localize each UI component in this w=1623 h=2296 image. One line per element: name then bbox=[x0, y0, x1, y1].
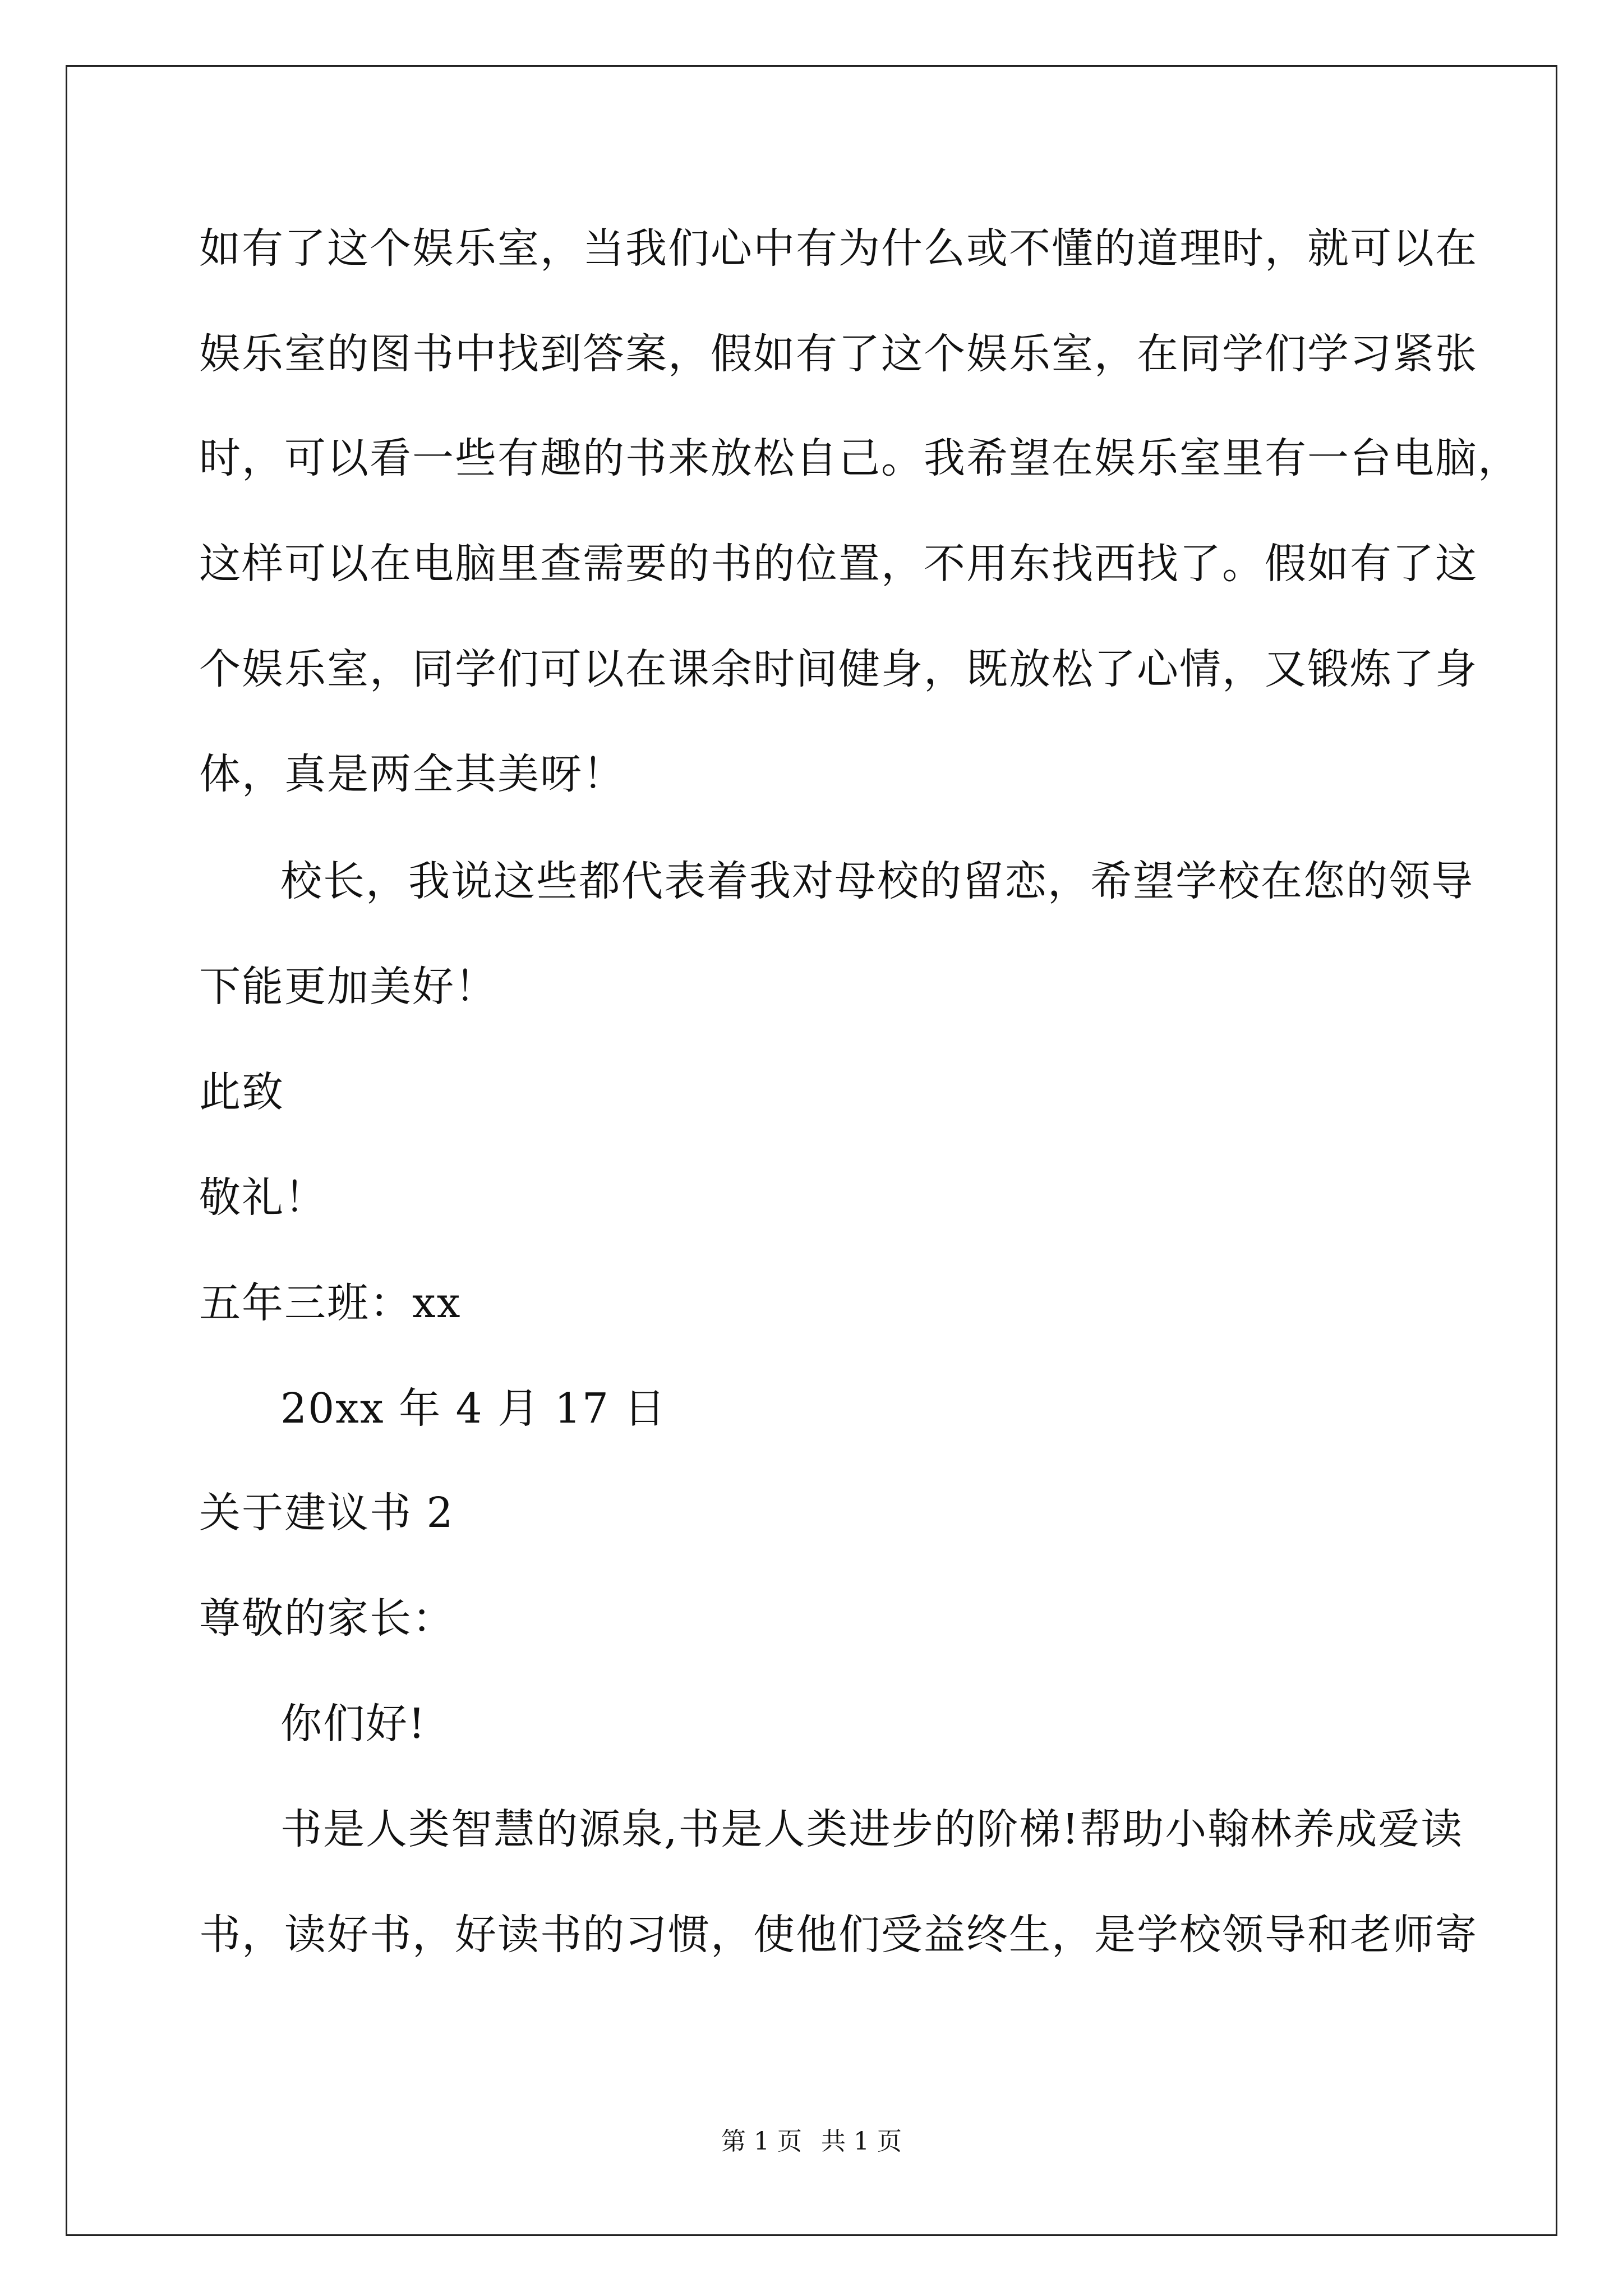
page-footer bbox=[0, 2126, 1623, 2157]
closing-paragraph-line: 下能更加美好！ bbox=[199, 963, 497, 1011]
paragraph-line: 如有了这个娱乐室，当我们心中有为什么或不懂的道理时，就可以在 bbox=[199, 224, 1478, 273]
page-total: 共 1 页 bbox=[821, 2127, 902, 2156]
body-line: 书，读好书，好读书的习惯，使他们受益终生，是学校领导和老师寄 bbox=[199, 1911, 1478, 1959]
closing-paragraph-line: 校长，我说这些都代表着我对母校的留恋，希望学校在您的领导 bbox=[280, 857, 1474, 905]
paragraph-line: 时，可以看一些有趣的书来放松自己。我希望在娱乐室里有一台电脑， bbox=[199, 434, 1520, 482]
paragraph-line: 个娱乐室，同学们可以在课余时间健身，既放松了心情，又锻炼了身 bbox=[199, 645, 1478, 693]
addressee: 尊敬的家长： bbox=[199, 1594, 455, 1642]
paragraph-line: 娱乐室的图书中找到答案，假如有了这个娱乐室，在同学们学习紧张 bbox=[199, 330, 1478, 378]
salutation-line: 此致 bbox=[199, 1068, 284, 1116]
body-line: 书是人类智慧的源泉,书是人类进步的阶梯!帮助小翰林养成爱读 bbox=[280, 1805, 1464, 1853]
salutation-line: 敬礼！ bbox=[199, 1174, 327, 1222]
paragraph-line: 这样可以在电脑里查需要的书的位置，不用东找西找了。假如有了这 bbox=[199, 540, 1478, 588]
page-number: 第 1 页 bbox=[721, 2127, 802, 2156]
greeting: 你们好! bbox=[280, 1700, 426, 1748]
section-title: 关于建议书 2 bbox=[199, 1489, 454, 1537]
letter-date: 20xx 年 4 月 17 日 bbox=[280, 1384, 667, 1433]
paragraph-line: 体，真是两全其美呀！ bbox=[199, 750, 625, 798]
signature: 五年三班：xx bbox=[199, 1279, 462, 1327]
